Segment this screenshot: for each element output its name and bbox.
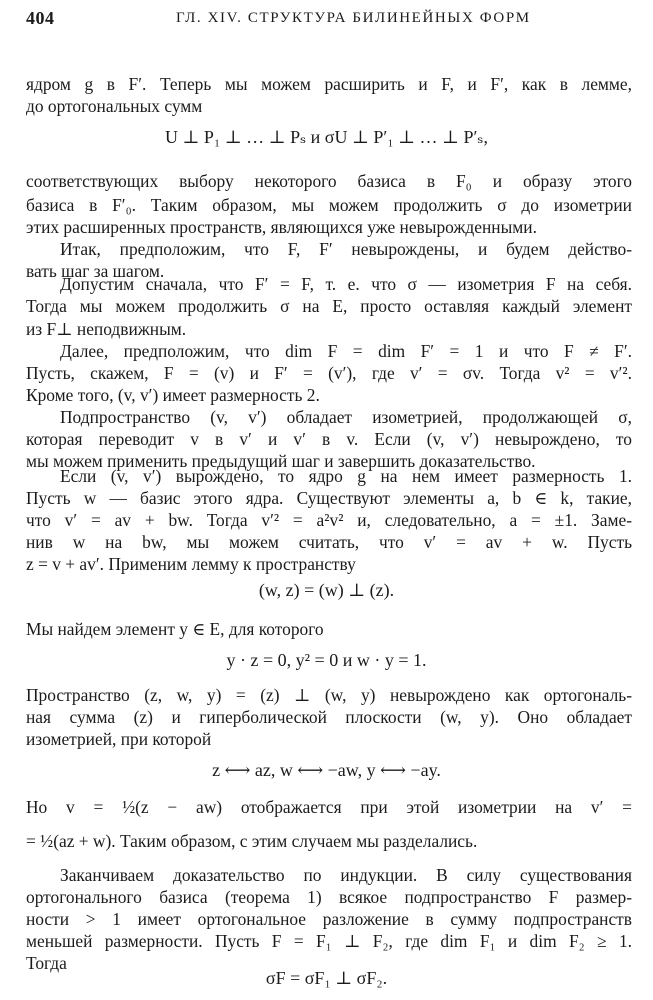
page-number: 404	[26, 8, 55, 28]
display-formula: U ⊥ P₁ ⊥ … ⊥ Pₛ и σU ⊥ P′₁ ⊥ … ⊥ P′ₛ,	[165, 127, 488, 147]
text-line: Тогда мы можем продолжить σ на E, просто оставляя каждый элемент	[26, 296, 632, 316]
text-line: Мы найдем элемент y ∈ E, для которого	[26, 619, 324, 639]
text-line: соответствующих выбору некоторого базиса в F₀ и образу этого	[26, 171, 632, 191]
text-line: изометрией, при которой	[26, 729, 212, 749]
text-line: Пространство (z, w, y) = (z) ⊥ (w, y) невырождено как ортогональ-	[26, 685, 632, 705]
text-line: ортогонального базиса (теорема 1) всякое подпространство F размер-	[26, 887, 632, 907]
text-line: ная сумма (z) и гиперболической плоскости (w, y). Оно обладает	[26, 707, 632, 727]
page-header	[26, 8, 631, 32]
text-line: вать шаг за шагом.	[26, 261, 165, 281]
paragraph-start: Подпространство (v, v′) обладает изометрией, продолжающей σ,	[60, 407, 632, 427]
display-formula: z ⟷ az, w ⟷ −aw, y ⟷ −ay.	[212, 760, 441, 780]
text-line: нив w на bw, мы можем считать, что v′ = av + w. Пусть	[26, 532, 632, 552]
text-line: z = v + av′. Применим лемму к пространству	[26, 554, 356, 574]
display-formula: σF = σF₁ ⊥ σF₂.	[265, 968, 388, 988]
text-line: до ортогональных сумм	[26, 96, 203, 116]
text-line: этих расширенных пространств, являющихся уже невырожденными.	[26, 217, 537, 237]
text-line: меньшей размерности. Пусть F = F₁ ⊥ F₂, где dim F₁ и dim F₂ ≥ 1.	[26, 931, 632, 951]
text-line: Тогда	[26, 953, 67, 973]
paragraph-start: Допустим сначала, что F′ = F, т. е. что σ — изометрия F на себя.	[60, 274, 632, 294]
text-line: базиса в F′₀. Таким образом, мы можем продолжить σ до изометрии	[26, 195, 632, 215]
text-line: Но v = ½(z − aw) отображается при этой изометрии на v′ =	[26, 797, 632, 817]
paragraph-start: Далее, предположим, что dim F = dim F′ = 1 и что F ≠ F′.	[60, 341, 632, 361]
running-head: ГЛ. XIV. СТРУКТУРА БИЛИНЕЙНЫХ ФОРМ	[176, 10, 531, 26]
paragraph-start: Заканчиваем доказательство по индукции. В силу существования	[60, 865, 632, 885]
text-line: Кроме того, (v, v′) имеет размерность 2.	[26, 385, 320, 405]
text-line: которая переводит v в v′ и v′ в v. Если (v, v′) невырождено, то	[26, 429, 632, 449]
text-line: ядром g в F′. Теперь мы можем расширить и F, и F′, как в лемме,	[26, 74, 632, 94]
paragraph-start: Итак, предположим, что F, F′ невырождены, и будем действо-	[60, 239, 632, 259]
display-formula: y · z = 0, y² = 0 и w · y = 1.	[226, 650, 427, 670]
paragraph-start: Если (v, v′) вырождено, то ядро g на нем имеет размерность 1.	[60, 466, 632, 486]
text-line: мы можем применить предыдущий шаг и завершить доказательство.	[26, 451, 536, 471]
display-formula: (w, z) = (w) ⊥ (z).	[258, 580, 395, 600]
text-line: ности > 1 имеет ортогональное разложение в сумму подпространств	[26, 909, 632, 929]
text-line: Пусть, скажем, F = (v) и F′ = (v′), где v′ = σv. Тогда v² = v′².	[26, 363, 632, 383]
text-line: Пусть w — базис этого ядра. Существуют элементы a, b ∈ k, такие,	[26, 488, 632, 508]
text-line: что v′ = av + bw. Тогда v′² = a²v² и, следовательно, a = ±1. Заме-	[26, 510, 632, 530]
text-line: из F⊥ неподвижным.	[26, 319, 187, 339]
text-line: = ½(az + w). Таким образом, с этим случаем мы разделались.	[26, 831, 478, 851]
